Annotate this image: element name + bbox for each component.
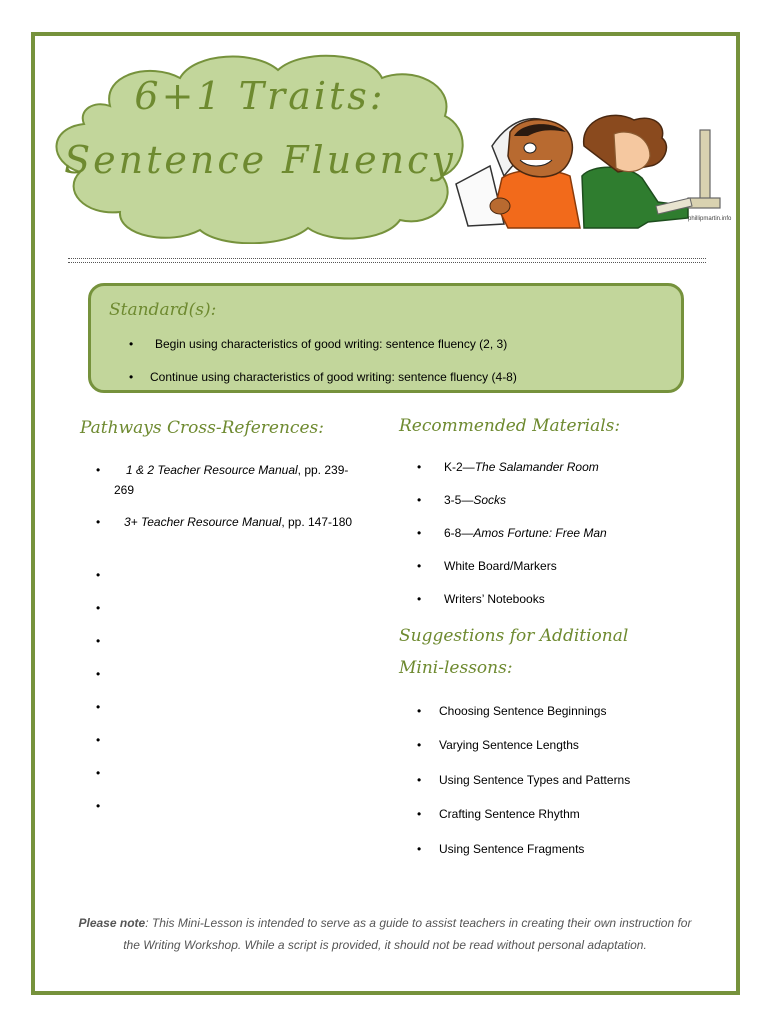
standard-item: • Continue using characteristics of good writing: sentence fluency (4-8): [129, 370, 517, 384]
bullet-icon: •: [417, 526, 422, 540]
suggestion-item: • Choosing Sentence Beginnings: [417, 701, 606, 721]
suggestions-heading-line2: Mini-lessons:: [399, 658, 513, 678]
bullet-icon: •: [417, 592, 422, 606]
bullet-icon: •: [129, 370, 134, 384]
suggestions-heading-line1: Suggestions for Additional: [399, 626, 629, 646]
bullet-icon: •: [417, 807, 422, 821]
bullet-icon: •: [96, 463, 101, 477]
material-item: • Writers’ Notebooks: [417, 589, 545, 609]
suggestion-item: • Crafting Sentence Rhythm: [417, 804, 580, 824]
material-item: • K-2—The Salamander Room: [417, 457, 599, 477]
note-text-2: the Writing Workshop. While a script is provided, it should not be read without personal adaptation.: [123, 938, 647, 952]
note-label: Please note: [78, 916, 146, 930]
pathways-item: • 3+ Teacher Resource Manual, pp. 147-180: [96, 512, 376, 532]
material-item: • 6-8—Amos Fortune: Free Man: [417, 523, 607, 543]
page-title-line2: Sentence Fluency: [64, 138, 456, 182]
standards-box: [88, 283, 684, 393]
bullet-icon: •: [417, 842, 422, 856]
bullet-icon: •: [417, 559, 422, 573]
divider: [68, 258, 706, 263]
standards-heading: Standard(s):: [109, 300, 217, 320]
bullet-icon: •: [417, 493, 422, 507]
material-item: • 3-5—Socks: [417, 490, 506, 510]
suggestion-item: • Using Sentence Types and Patterns: [417, 770, 630, 790]
pathways-heading: Pathways Cross-References:: [80, 418, 324, 438]
bullet-icon: •: [417, 704, 422, 718]
bullet-icon: •: [96, 515, 101, 529]
standard-item: • Begin using characteristics of good writing: sentence fluency (2, 3): [129, 337, 508, 351]
suggestion-item: • Using Sentence Fragments: [417, 839, 584, 859]
bullet-icon: •: [417, 460, 422, 474]
image-credit: phillipmartin.info: [688, 216, 732, 222]
note-text-1: : This Mini-Lesson is intended to serve as a guide to assist teachers in creating their own instruction for: [145, 916, 692, 930]
bullet-icon: •: [417, 738, 422, 752]
footer-note: [60, 912, 710, 956]
pathways-item: • 1 & 2 Teacher Resource Manual, pp. 239- 269: [96, 460, 376, 500]
material-item: • White Board/Markers: [417, 556, 557, 576]
suggestion-item: • Varying Sentence Lengths: [417, 735, 579, 755]
page-title-line1: 6+1 Traits:: [134, 74, 386, 118]
materials-heading: Recommended Materials:: [399, 416, 621, 436]
bullet-icon: •: [129, 337, 134, 351]
bullet-icon: •: [417, 773, 422, 787]
